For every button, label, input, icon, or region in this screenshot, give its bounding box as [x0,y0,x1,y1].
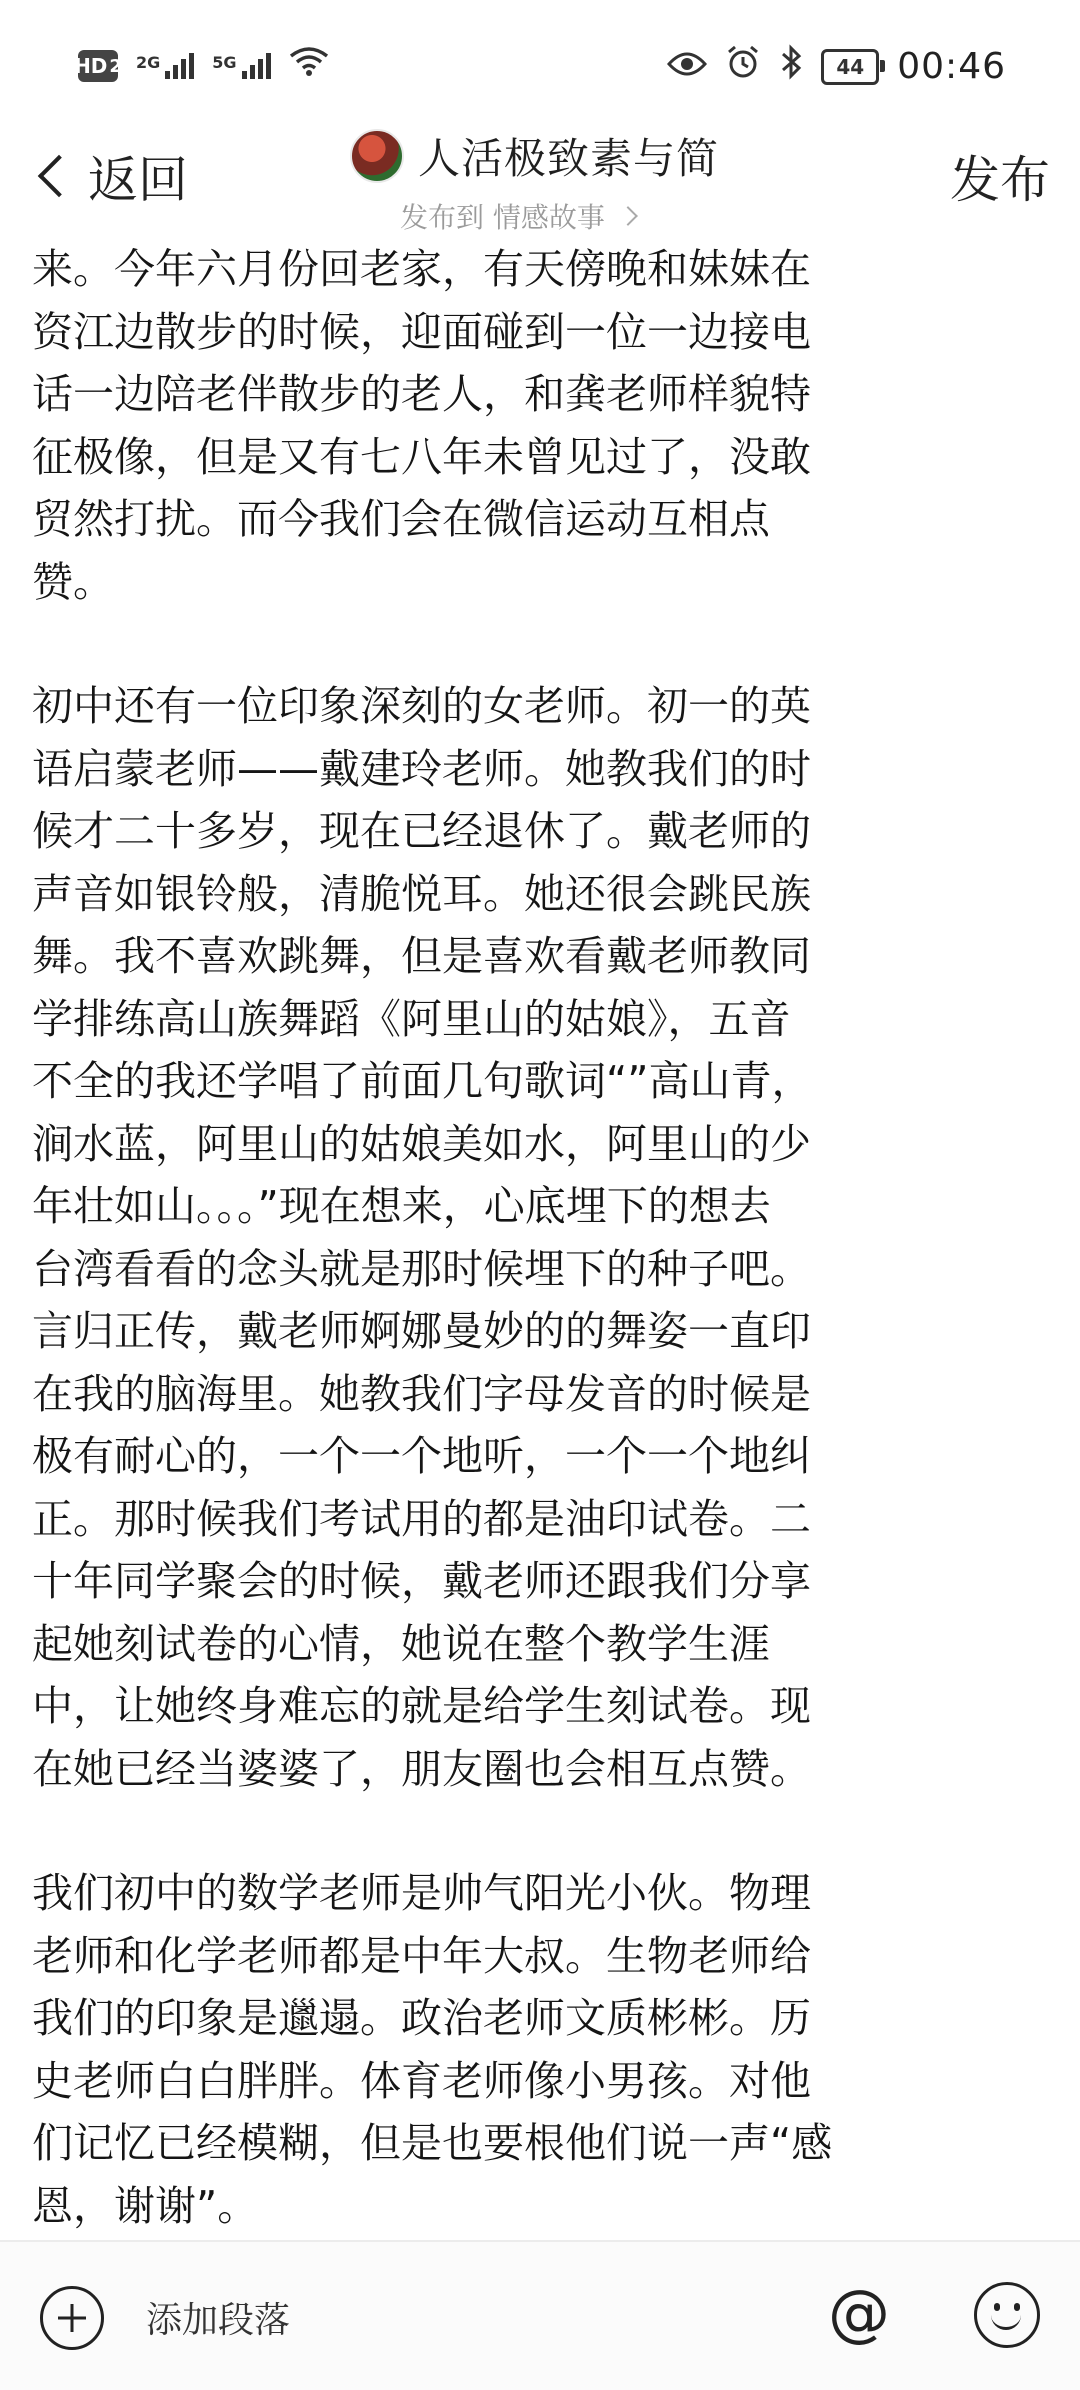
status-bar [0,0,1080,130]
publish-button[interactable]: 发布 [950,151,1050,209]
add-circle-icon[interactable] [40,2286,104,2350]
back-label: 返回 [88,151,188,209]
back-button[interactable] [30,140,188,212]
paragraph[interactable]: 我们初中的数学老师是帅气阳光小伙。物理 老师和化学老师都是中年大叔。生物老师给 我们的印象是邋遢。政治老师文质彬彬。历 史老师白白胖胖。体育老师像小男孩。对他 们记忆已经模糊，但是也要根他们说一声“感 恩，谢谢”。 [32,1869,833,2230]
page-title: 人活极致素与简 [418,134,720,183]
paragraph[interactable]: 初中还有一位印象深刻的女老师。初一的英 语启蒙老师——戴建玲老师。她教我们的时 候才二十多岁，现在已经退休了。戴老师的 声音如银铃般，清脆悦耳。她还很会跳民族 舞。我不喜欢跳舞，但是喜欢看戴老师教同 学排练高山族舞蹈《阿里山的姑娘》，五音 不全的我还学唱了前面几句歌词“”高山青， 涧水蓝，阿里山的姑娘美如水，阿里山的少 年壮如山。。。”现在想来，心底埋下的想去 台湾看看的念头就是那时候埋下的种子吧。 言归正传，戴老师婀娜曼妙的的舞姿一直印 在我的脑海里。她教我们字母发音的时候是 极有耐心的，一个一个地听，一个一个地纠 正。那时候我们考试用的都是油印试卷。二 十年同学聚会的时候，戴老师还跟我们分享 起她刻试卷的心情，她说在整个教学生涯 中，让她终身难忘的就是给学生刻试卷。现 在她已经当婆婆了，朋友圈也会相互点赞。 [32,682,813,1793]
title-area [350,126,770,236]
bluetooth-icon [779,44,803,89]
status-right [667,44,1006,89]
publish-to-label: 发布到 情感故事 [400,201,605,234]
wifi-icon [289,46,329,86]
avatar [350,129,404,183]
clock: 00:46 [897,46,1006,87]
chevron-right-icon [618,206,638,226]
signal-icon-2: 5G [212,53,270,79]
status-left [74,46,329,86]
bottom-toolbar [0,2240,1080,2390]
paragraph[interactable]: 来。今年六月份回老家，有天傍晚和妹妹在 资江边散步的时候，迎面碰到一位一边接电 话一边陪老伴散步的老人，和龚老师样貌特 征极像，但是又有七八年未曾见过了，没敢 贸然打扰。而今我们会在微信运动互相点 赞。 [32,245,811,606]
add-paragraph-button[interactable]: 添加段落 [146,2300,291,2341]
signal-icon: 2G [136,53,194,79]
back-chevron-icon [38,155,80,197]
article-editor[interactable] [32,238,1062,2236]
alarm-icon [725,44,761,89]
publish-to-selector[interactable] [400,196,770,236]
eye-icon [667,47,707,87]
battery-icon: 44 [821,49,879,85]
emoji-icon[interactable] [974,2282,1040,2348]
top-navigation [0,120,1080,240]
at-icon[interactable]: @ [828,2276,890,2349]
hd-icon: HD 2 [78,50,118,82]
